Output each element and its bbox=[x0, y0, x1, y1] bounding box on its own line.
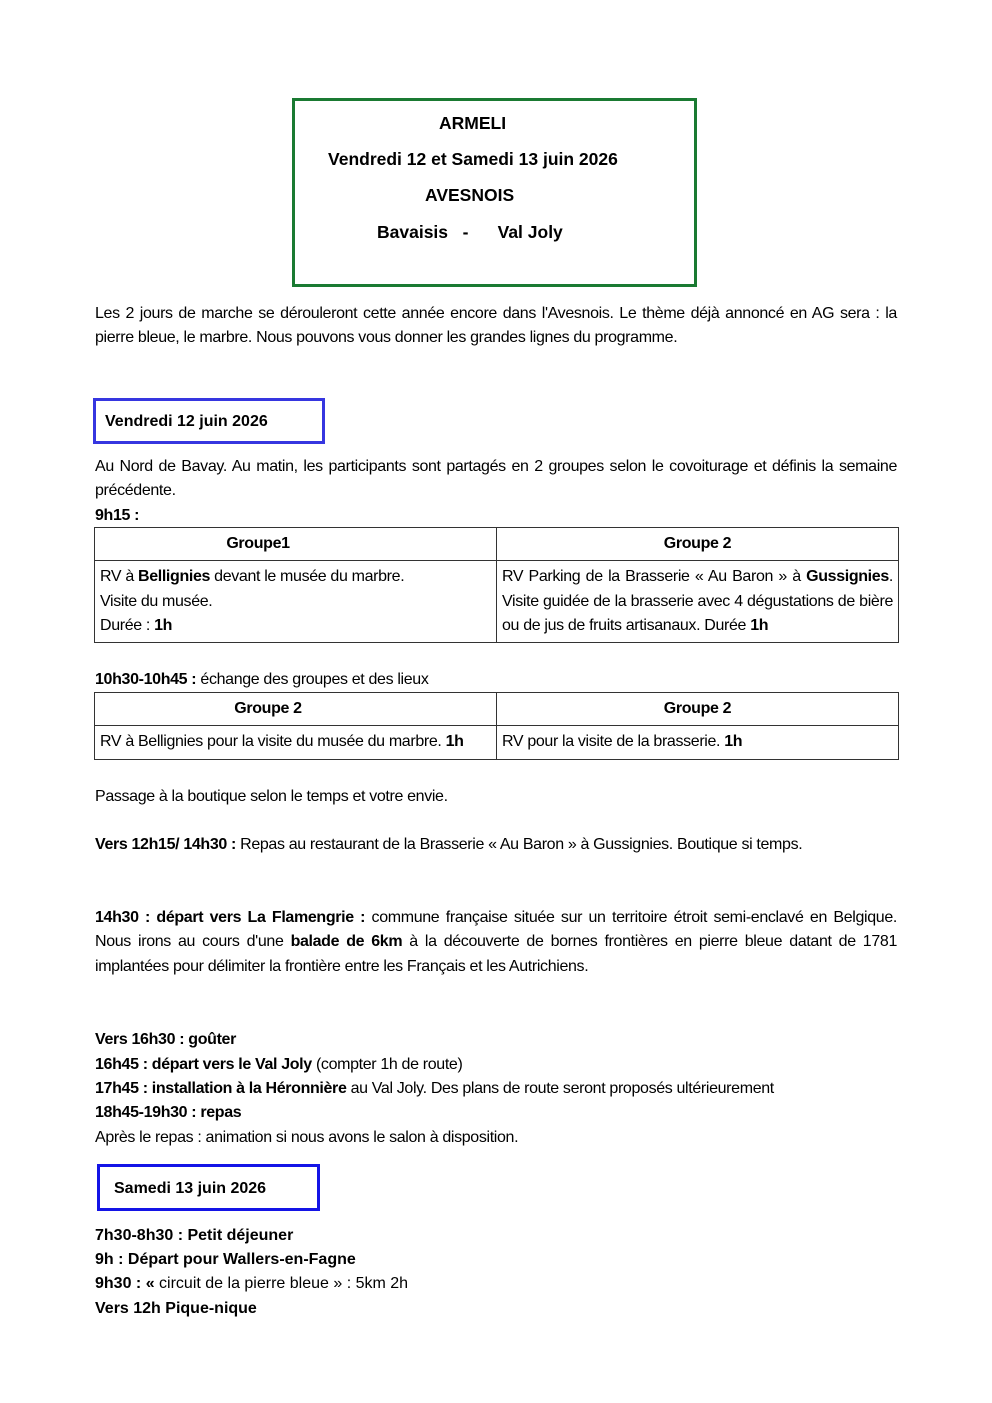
table-header: Groupe 2 bbox=[497, 528, 899, 561]
time-label: 10h30-10h45 : bbox=[95, 671, 197, 688]
title-box bbox=[292, 98, 697, 287]
schedule-item bbox=[95, 1126, 518, 1150]
place-gussignies: Gussignies bbox=[806, 568, 889, 586]
time-label: 14h30 : départ vers La Flamengrie : bbox=[95, 909, 366, 926]
table-header: Groupe1 bbox=[95, 528, 497, 561]
walk-text: commune française située sur un territoire étroit semi-enclavé en Belgique. Nous irons au cours d'une bbox=[95, 909, 897, 951]
day1-heading: Vendredi 12 juin 2026 bbox=[93, 398, 325, 444]
schedule-text: Après le repas : animation si nous avons le salon à disposition. bbox=[95, 1129, 519, 1146]
lunch-paragraph bbox=[95, 833, 897, 857]
duration: 1h bbox=[750, 616, 769, 634]
schedule-item bbox=[95, 1077, 774, 1101]
cell-text: RV pour la visite de la brasserie. bbox=[502, 733, 725, 751]
schedule-item bbox=[95, 1272, 408, 1296]
table-cell-group1 bbox=[95, 561, 497, 643]
schedule-bold: 17h45 : installation à la Héronnière bbox=[95, 1080, 347, 1097]
walk-text: à la découverte de bornes frontières en pierre bleue datant de 1781 implantées pour délimiter la frontière entre les Français et les Autrichiens. bbox=[95, 933, 897, 975]
event-places: Bavaisis - Val Joly bbox=[377, 222, 563, 242]
event-region: AVESNOIS bbox=[425, 185, 515, 205]
lunch-text: Repas au restaurant de la Brasserie « Au Baron » à Gussignies. Boutique si temps. bbox=[236, 836, 803, 853]
table-header-row bbox=[95, 693, 899, 726]
shop-note: Passage à la boutique selon le temps et votre envie. bbox=[95, 788, 448, 805]
schedule-item bbox=[95, 1248, 356, 1272]
schedule-bold: Vers 12h Pique-nique bbox=[95, 1300, 257, 1317]
group-table-morning bbox=[94, 527, 899, 643]
schedule-bold: 16h45 : départ vers le Val Joly bbox=[95, 1056, 312, 1073]
table-header: Groupe 2 bbox=[497, 693, 899, 726]
org-name: ARMELI bbox=[439, 113, 507, 133]
table-cell-group2 bbox=[497, 561, 899, 643]
schedule-item bbox=[95, 1224, 293, 1248]
table-header: Groupe 2 bbox=[95, 693, 497, 726]
schedule-item bbox=[95, 1101, 241, 1125]
schedule-item bbox=[95, 1053, 462, 1077]
cell-text: RV à bbox=[100, 568, 138, 586]
time-text: échange des groupes et des lieux bbox=[196, 671, 429, 688]
time-9h15: 9h15 : bbox=[95, 507, 140, 524]
place-bellignies: Bellignies bbox=[137, 568, 211, 586]
duration: 1h bbox=[154, 616, 173, 634]
schedule-bold: 7h30-8h30 : Petit déjeuner bbox=[95, 1227, 294, 1244]
duration: 1h bbox=[724, 733, 743, 751]
cell-text: Durée : bbox=[100, 616, 155, 634]
schedule-bold: 9h : Départ pour Wallers-en-Fagne bbox=[95, 1251, 356, 1268]
cell-text: RV Parking de la Brasserie « Au Baron » à bbox=[502, 568, 807, 586]
walk-paragraph bbox=[95, 906, 897, 979]
table-header-row bbox=[95, 528, 899, 561]
schedule-text: au Val Joly. Des plans de route seront proposés ultérieurement bbox=[346, 1080, 774, 1097]
group-table-exchange bbox=[94, 692, 899, 760]
cell-text: . Visite guidée de la brasserie avec 4 dégustations de bière ou de jus de fruits artisanaux. Durée bbox=[502, 568, 893, 634]
schedule-item bbox=[95, 1297, 257, 1321]
cell-text: RV à Bellignies pour la visite du musée du marbre. bbox=[100, 733, 446, 751]
intro-paragraph: Les 2 jours de marche se dérouleront cette année encore dans l'Avesnois. Le thème déjà annoncé en AG sera : la pierre bleue, le marbre. Nous pouvons vous donner les grandes lignes du programme. bbox=[95, 305, 897, 347]
schedule-item bbox=[95, 1028, 236, 1052]
schedule-bold: 9h30 : « bbox=[95, 1275, 155, 1292]
event-dates: Vendredi 12 et Samedi 13 juin 2026 bbox=[328, 149, 618, 169]
schedule-text: (compter 1h de route) bbox=[311, 1056, 463, 1073]
table-row bbox=[95, 726, 899, 759]
cell-text: devant le musée du marbre. bbox=[210, 568, 405, 586]
schedule-text: circuit de la pierre bleue » : 5km 2h bbox=[154, 1275, 409, 1292]
duration: 1h bbox=[445, 733, 464, 751]
day1-intro: Au Nord de Bavay. Au matin, les participants sont partagés en 2 groupes selon le covoiturage et définis la semaine précédente. bbox=[95, 458, 897, 500]
time-exchange bbox=[95, 668, 428, 692]
day2-heading: Samedi 13 juin 2026 bbox=[97, 1164, 320, 1211]
walk-distance: balade de 6km bbox=[290, 933, 403, 951]
schedule-bold: 18h45-19h30 : repas bbox=[95, 1104, 242, 1121]
time-label: Vers 12h15/ 14h30 : bbox=[95, 836, 237, 853]
schedule-bold: Vers 16h30 : goûter bbox=[95, 1031, 236, 1048]
cell-text: Visite du musée. bbox=[100, 592, 213, 610]
table-cell-group1 bbox=[95, 726, 497, 759]
table-cell-group2 bbox=[497, 726, 899, 759]
table-row bbox=[95, 561, 899, 643]
